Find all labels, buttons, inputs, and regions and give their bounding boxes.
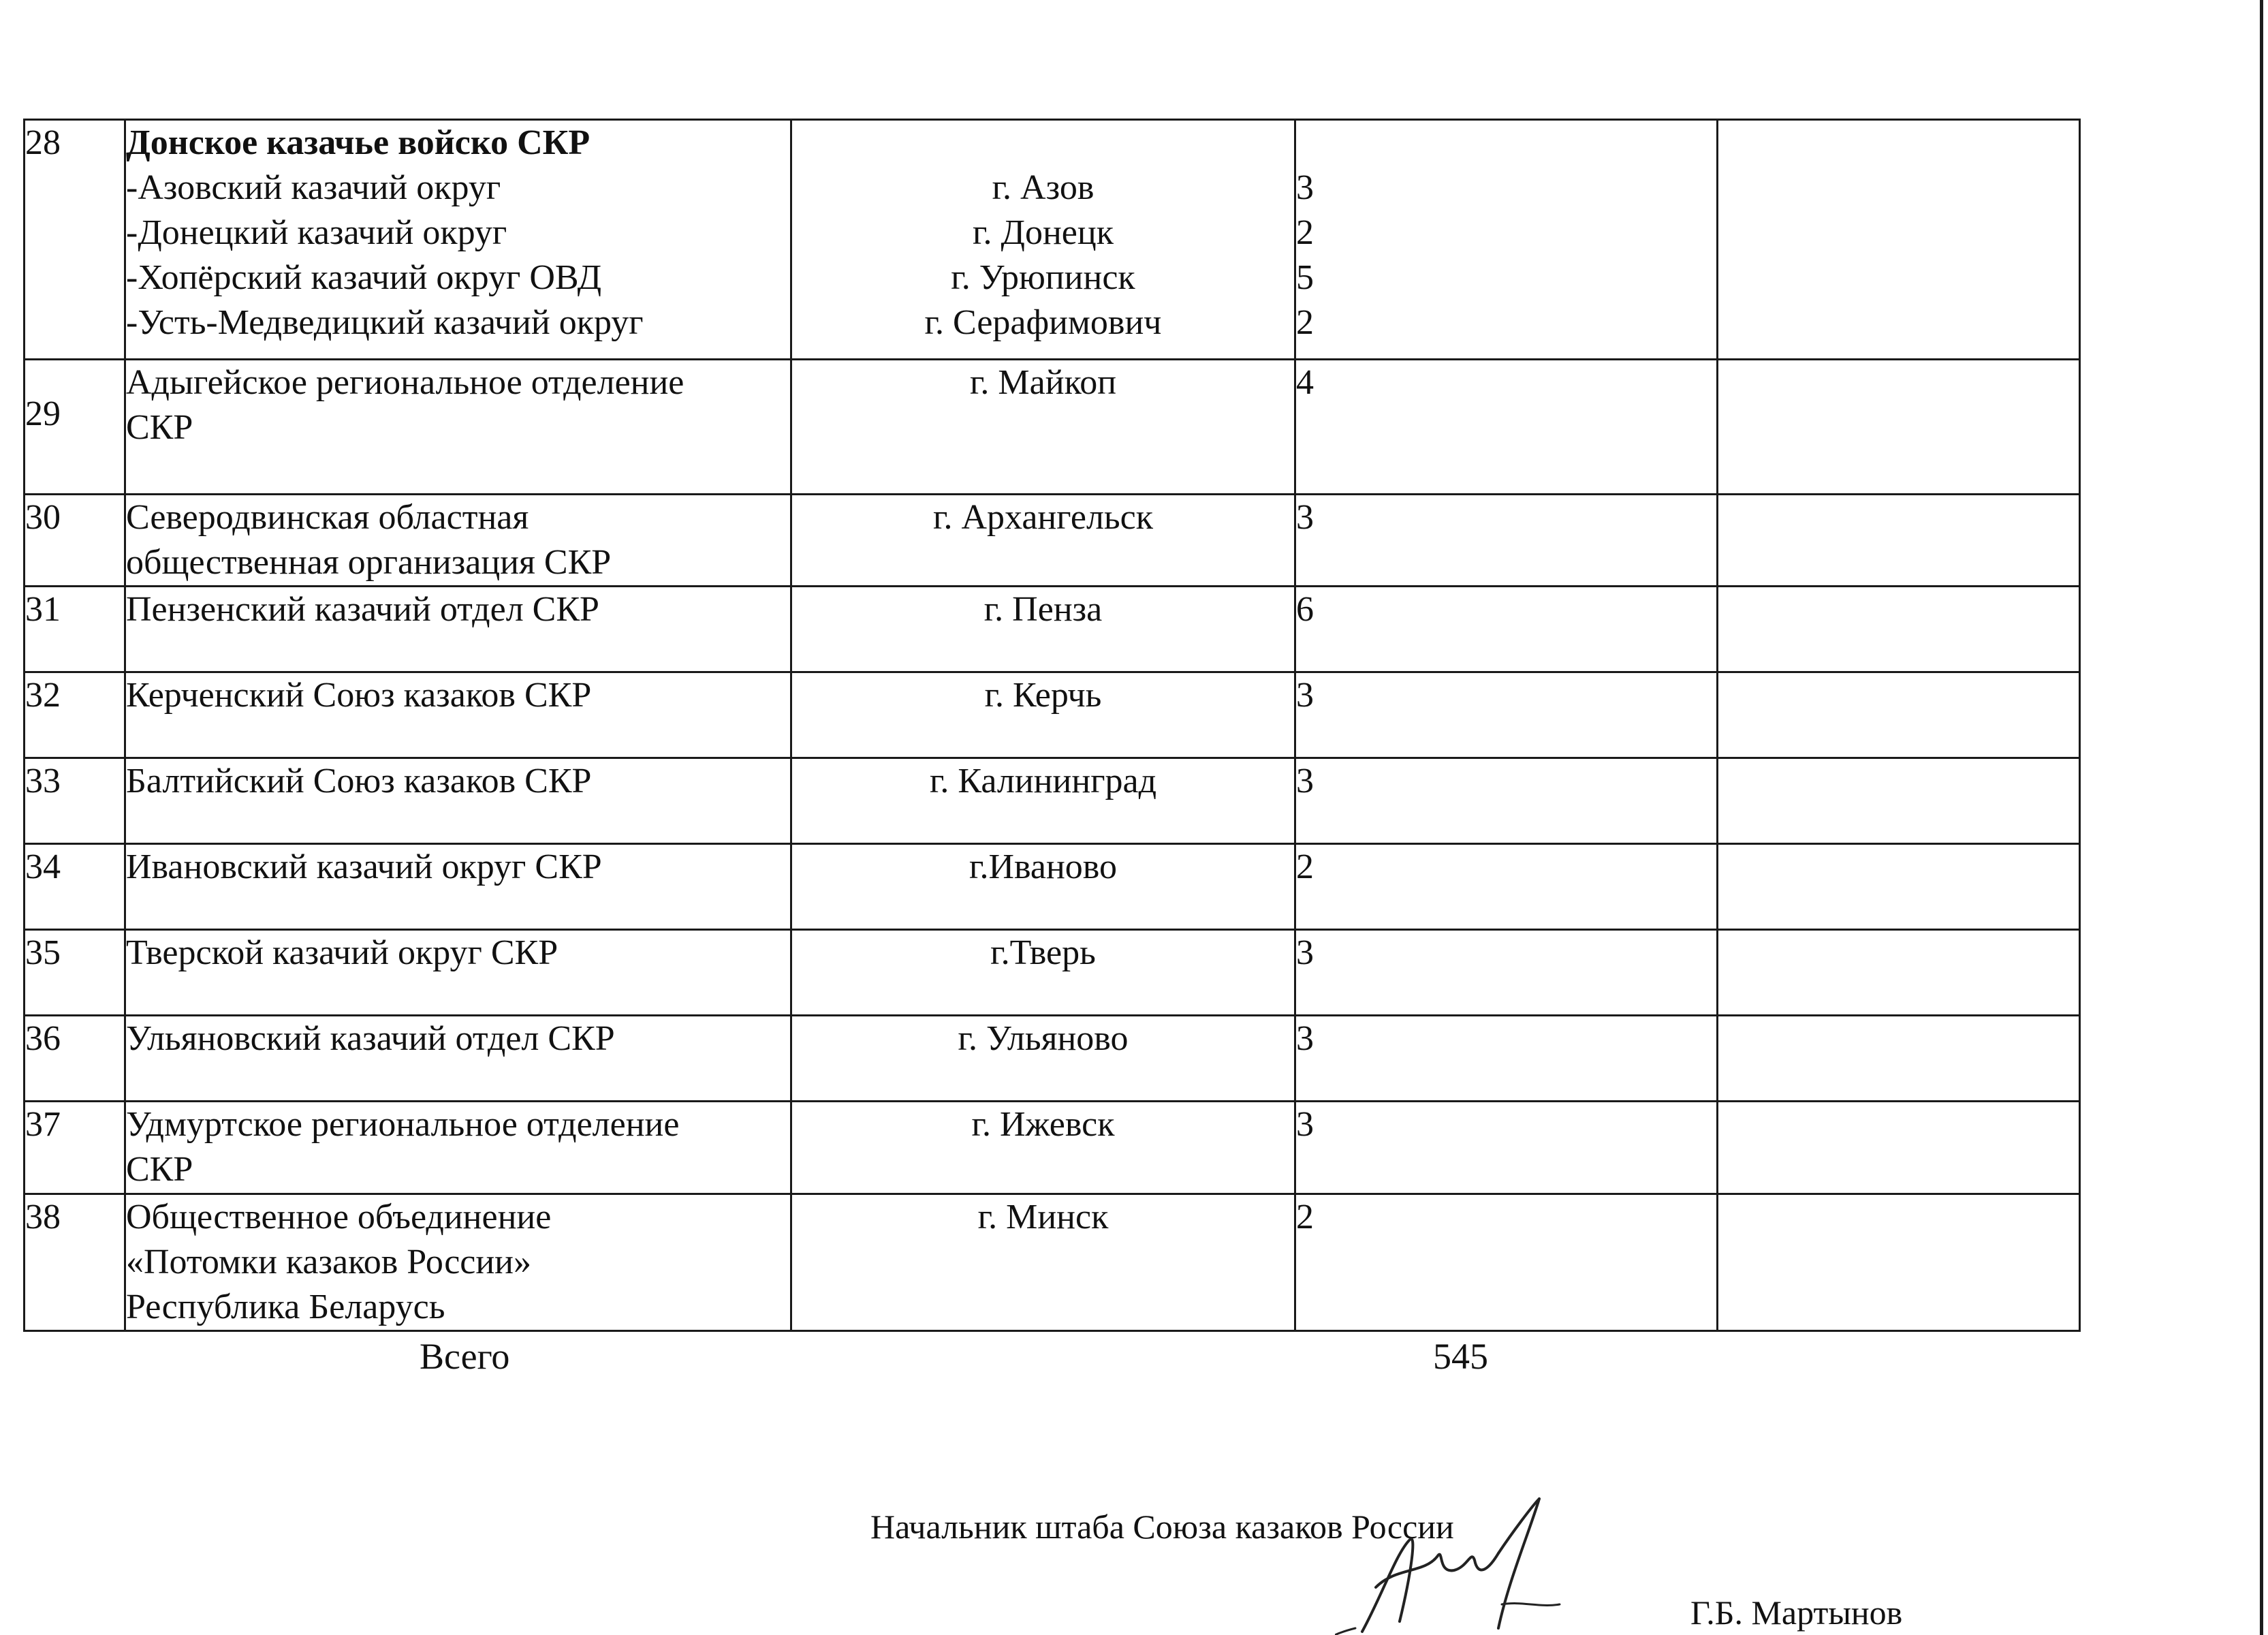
empty-cell (1718, 672, 2080, 758)
city (791, 120, 1295, 360)
empty-cell (1718, 1016, 2080, 1102)
row-number: 34 (25, 844, 125, 930)
organization-name (125, 844, 791, 930)
name-line: -Хопёрский казачий округ ОВД (126, 258, 602, 297)
total-label: Всего (420, 1336, 510, 1377)
row-number: 29 (25, 360, 125, 495)
name-line: «Потомки казаков России» (126, 1243, 532, 1281)
name-line: СКР (126, 1150, 193, 1189)
name-line: Удмуртское региональное отделение (126, 1105, 680, 1144)
row-number: 32 (25, 672, 125, 758)
name-line: СКР (126, 408, 193, 447)
organization-name (125, 587, 791, 672)
city: г. Калининград (791, 758, 1295, 844)
name-line: Республика Беларусь (126, 1288, 445, 1326)
city: г.Иваново (791, 844, 1295, 930)
city-line: г. Серафимович (924, 303, 1162, 342)
count: 3 (1295, 1016, 1718, 1102)
row-number: 38 (25, 1194, 125, 1331)
city: г. Майкоп (791, 360, 1295, 495)
row-number: 33 (25, 758, 125, 844)
row-number: 30 (25, 495, 125, 587)
name-line: Тверской казачий округ СКР (126, 933, 558, 972)
table-row (25, 930, 2080, 1016)
row-number: 28 (25, 120, 125, 360)
name-line: Керченский Союз казаков СКР (126, 676, 592, 715)
city: г. Керчь (791, 672, 1295, 758)
city: г. Ижевск (791, 1102, 1295, 1194)
count-line: 2 (1296, 303, 1314, 342)
table-row (25, 758, 2080, 844)
row-number: 36 (25, 1016, 125, 1102)
city: г. Минск (791, 1194, 1295, 1331)
name-line: Адыгейское региональное отделение (126, 363, 684, 402)
name-line: общественная организация СКР (126, 543, 612, 582)
organization-name (125, 120, 791, 360)
name-line: -Азовский казачий округ (126, 168, 501, 207)
signatory-title: Начальник штаба Союза казаков России (870, 1508, 1454, 1546)
organization-name (125, 1016, 791, 1102)
name-line: Пензенский казачий отдел СКР (126, 590, 599, 629)
organization-name (125, 1102, 791, 1194)
name-line: -Усть-Медведицкий казачий округ (126, 303, 644, 342)
count: 3 (1295, 1102, 1718, 1194)
count: 3 (1295, 495, 1718, 587)
empty-cell (1718, 844, 2080, 930)
empty-cell (1718, 587, 2080, 672)
city-line: г. Донецк (973, 213, 1114, 252)
organization-name (125, 672, 791, 758)
city-line: г. Азов (992, 168, 1094, 207)
count: 3 (1295, 672, 1718, 758)
table-row (25, 587, 2080, 672)
count-line: 3 (1296, 168, 1314, 207)
table-row (25, 1194, 2080, 1331)
organization-name (125, 930, 791, 1016)
city: г. Пенза (791, 587, 1295, 672)
signatory-name: Г.Б. Мартынов (1690, 1593, 1903, 1632)
table-row (25, 672, 2080, 758)
name-line: Общественное объединение (126, 1198, 552, 1236)
organization-name (125, 758, 791, 844)
organization-heading: Донское казачье войско СКР (126, 123, 590, 162)
table-row (25, 120, 2080, 360)
count: 4 (1295, 360, 1718, 495)
count: 2 (1295, 844, 1718, 930)
row-number: 37 (25, 1102, 125, 1194)
handwritten-signature (1335, 1492, 1689, 1635)
city: г. Архангельск (791, 495, 1295, 587)
empty-cell (1718, 1194, 2080, 1331)
city: г. Ульяново (791, 1016, 1295, 1102)
empty-cell (1718, 120, 2080, 360)
name-line: Северодвинская областная (126, 498, 529, 537)
name-line: Ульяновский казачий отдел СКР (126, 1019, 615, 1058)
count: 3 (1295, 758, 1718, 844)
count-line: 5 (1296, 258, 1314, 297)
empty-cell (1718, 1102, 2080, 1194)
name-line: -Донецкий казачий округ (126, 213, 507, 252)
city: г.Тверь (791, 930, 1295, 1016)
organization-name (125, 1194, 791, 1331)
empty-cell (1718, 930, 2080, 1016)
empty-cell (1718, 758, 2080, 844)
table-row (25, 360, 2080, 495)
name-line: Ивановский казачий округ СКР (126, 847, 602, 886)
organizations-table (23, 119, 2081, 1332)
table-row (25, 495, 2080, 587)
table-row (25, 1102, 2080, 1194)
count (1295, 120, 1718, 360)
city-line: г. Урюпинск (951, 258, 1135, 297)
total-value: 545 (1433, 1336, 1488, 1377)
scan-edge-line (2260, 0, 2263, 1635)
table-row (25, 844, 2080, 930)
empty-cell (1718, 495, 2080, 587)
count: 2 (1295, 1194, 1718, 1331)
count: 3 (1295, 930, 1718, 1016)
row-number: 35 (25, 930, 125, 1016)
empty-cell (1718, 360, 2080, 495)
organization-name (125, 360, 791, 495)
organization-name (125, 495, 791, 587)
table-row (25, 1016, 2080, 1102)
row-number: 31 (25, 587, 125, 672)
count: 6 (1295, 587, 1718, 672)
name-line: Балтийский Союз казаков СКР (126, 762, 592, 800)
count-line: 2 (1296, 213, 1314, 252)
